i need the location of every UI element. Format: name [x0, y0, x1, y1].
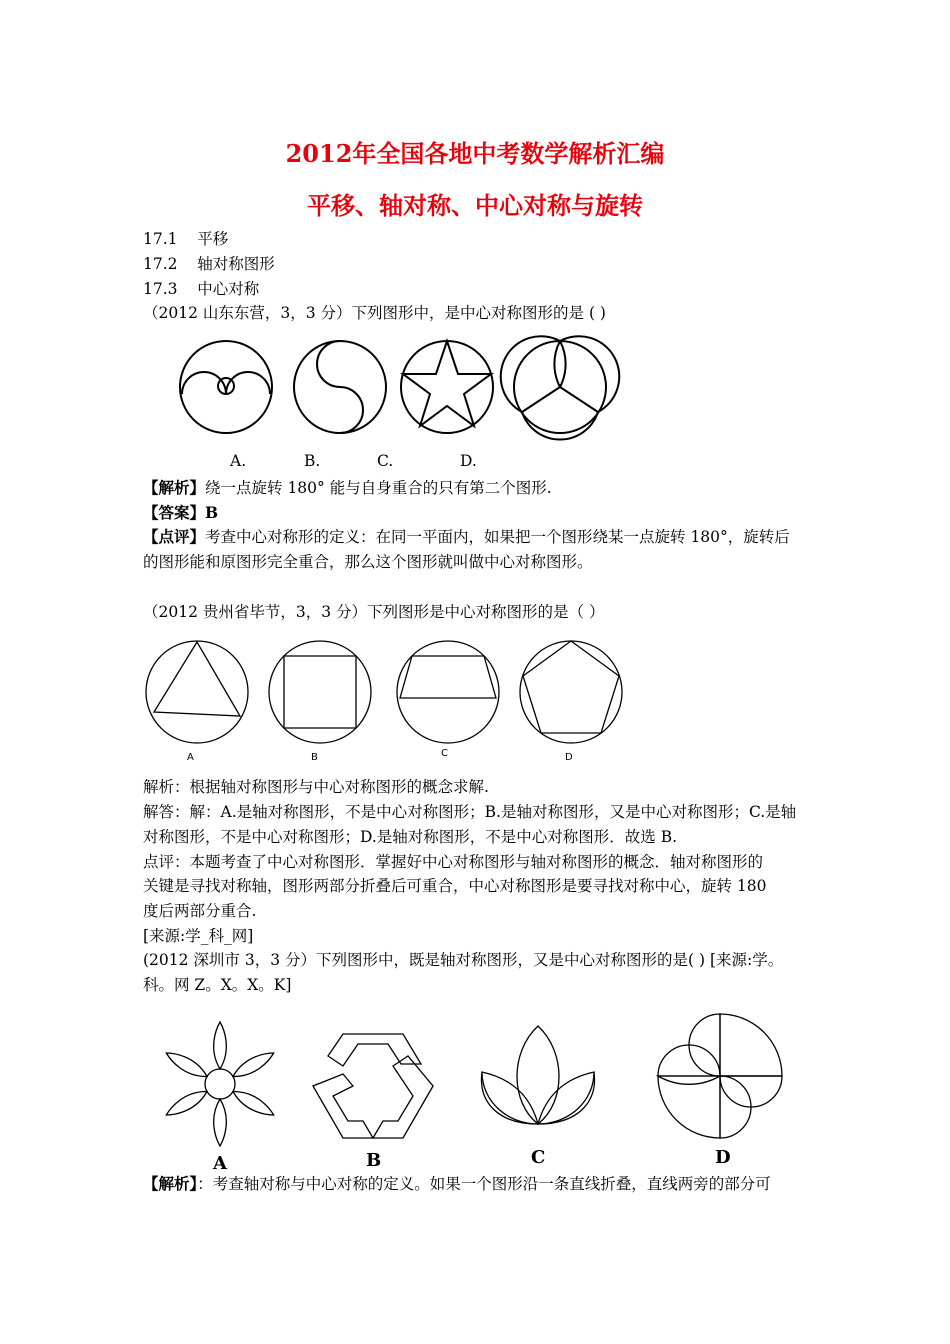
q3-option-d: D [715, 1147, 731, 1168]
q3-prompt-line1: (2012 深圳市 3，3 分）下列图形中，既是轴对称图形，又是中心对称图形的是( ) [来源:学。 [143, 951, 784, 969]
q2-line2: 解答：解：A.是轴对称图形，不是中心对称图形；B.是轴对称图形，又是中心对称图形；C.是轴 [143, 803, 797, 821]
q2-line5: 关键是寻找对称轴，图形两部分折叠后可重合，中心对称图形是要寻找对称中心，旋转 180 [143, 877, 767, 895]
section-17-2: 17.2 轴对称图形 [143, 255, 275, 273]
q2-figure-d [520, 641, 622, 743]
q3-figures [155, 1012, 795, 1152]
q3-source: [来源:学_科_网] [143, 927, 254, 945]
document-title: 2012年全国各地中考数学解析汇编 [285, 139, 665, 168]
q3-option-b: B [366, 1150, 382, 1171]
q3-analysis: 【解析】：考查轴对称与中心对称的定义。如果一个图形沿一条直线折叠，直线两旁的部分可 [143, 1174, 771, 1193]
q3-figure-b [313, 1034, 433, 1138]
q1-figure-a [180, 341, 272, 433]
q2-figure-c [397, 641, 499, 743]
q2-line3: 对称图形，不是中心对称图形；D.是轴对称图形，不是中心对称图形．故选 B. [143, 828, 678, 846]
q1-option-a: A. [230, 452, 247, 470]
q2-line1: 解析：根据轴对称图形与中心对称图形的概念求解. [143, 778, 489, 796]
q1-option-c: C. [377, 452, 394, 470]
q2-figure-a [146, 641, 248, 743]
q2-option-b: B [311, 752, 318, 763]
q2-option-a: A [187, 752, 194, 763]
q1-figures [170, 334, 640, 444]
q3-figure-c [481, 1026, 594, 1124]
q2-option-d: D [565, 752, 573, 763]
q1-option-b: B. [304, 452, 321, 470]
q2-option-c: C [441, 748, 448, 759]
q3-figure-d [658, 1014, 782, 1138]
q1-option-d: D. [460, 452, 477, 470]
q1-prompt: （2012 山东东营，3，3 分）下列图形中，是中心对称图形的是 ( ) [143, 304, 606, 322]
q3-option-a: A [213, 1153, 227, 1174]
q2-line4: 点评：本题考查了中心对称图形．掌握好中心对称图形与轴对称图形的概念．轴对称图形的 [143, 853, 764, 871]
q2-figure-b [269, 641, 371, 743]
section-17-1: 17.1 平移 [143, 230, 229, 248]
q2-prompt: （2012 贵州省毕节，3，3 分）下列图形是中心对称图形的是（ ） [143, 603, 605, 621]
q2-figures [143, 636, 633, 748]
q3-figure-a [163, 1022, 277, 1146]
q1-comment-line2: 的图形能和原图形完全重合，那么这个图形就叫做中心对称图形。 [143, 553, 593, 571]
q3-prompt-line2: 科。网 Z。X。X。K] [143, 976, 292, 994]
q3-option-c: C [531, 1147, 546, 1168]
q1-analysis: 【解析】绕一点旋转 180° 能与自身重合的只有第二个图形. [143, 478, 552, 497]
q1-answer: 【答案】B [143, 503, 219, 522]
section-17-3: 17.3 中心对称 [143, 280, 260, 298]
q1-figure-c [401, 341, 493, 433]
q1-figure-d [501, 336, 620, 439]
q1-figure-b [294, 341, 386, 433]
q2-line6: 度后两部分重合. [143, 902, 257, 920]
document-subtitle: 平移、轴对称、中心对称与旋转 [307, 191, 643, 220]
q1-comment-line1: 【点评】考查中心对称形的定义：在同一平面内，如果把一个图形绕某一点旋转 180°，旋转后 [143, 527, 790, 546]
